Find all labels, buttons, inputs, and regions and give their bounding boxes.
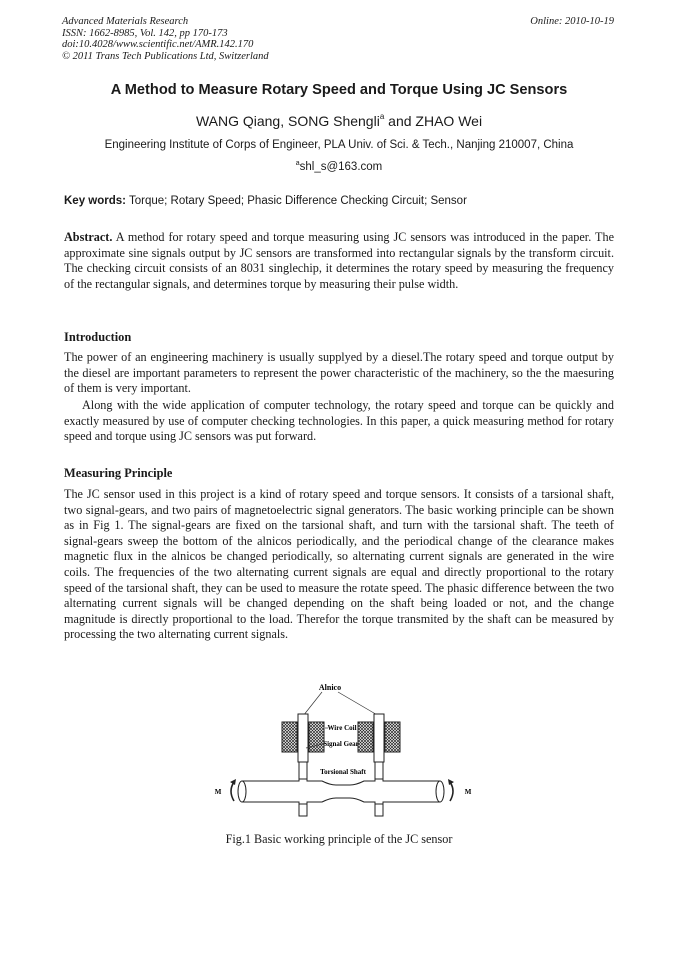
alnico-left xyxy=(298,714,308,762)
keywords-text: Torque; Rotary Speed; Phasic Difference Checking Circuit; Sensor xyxy=(126,195,467,207)
keywords-label: Key words: xyxy=(64,195,126,207)
email-address: shl_s@163.com xyxy=(299,161,383,173)
wire-coil-left-inner xyxy=(309,722,324,752)
journal-name: Advanced Materials Research xyxy=(62,16,189,27)
paper-title: A Method to Measure Rotary Speed and Torque Using JC Sensors xyxy=(110,82,568,98)
measuring-principle-heading: Measuring Principle xyxy=(64,466,173,480)
measuring-principle-paragraph: The JC sensor used in this project is a kind of rotary speed and torque sensors. It consists of a tarsional shaft, two signal-gears, and two pairs of magnetoelectric signal generators. The basic working principle can be shown as in Fig 1. The signal-gears are fixed on the tarsional shaft, and turn with the tarsional shaft. The teeth of signal-gears sweep the bottom of the alnicos periodically, and the periodical change of the clearance makes magnetic flux in the alnicos be changed periodically, so alternating current signals are generated in the wire coils. The frequencies of the two alternating current signals are equal and directly proportional to the rotary speed of the tarsional shaft, they can be used to measure the rotate speed. The phasic difference between the two alternating current signals will be changed depending on the shaft being loaded or not, and the change magnitude is directly proportional to the load. Therefor the torque transmited by the shaft can be measured by processing the two alternating current signals. xyxy=(64,487,614,642)
torsional-shaft xyxy=(242,779,440,804)
issn-line: ISSN: 1662-8985, Vol. 142, pp 170-173 xyxy=(62,27,228,39)
introduction-paragraph-1: The power of an engineering machinery is usually supplyed by a diesel.The rotary speed and torque output by the diesel are important parameters to represent the power characteristic of the machinery, so the the maesuring of them is very important. xyxy=(64,350,614,396)
wire-coil-left-outer xyxy=(282,722,297,752)
abstract-label: Abstract. xyxy=(64,230,113,244)
shaft-end-right xyxy=(436,781,444,802)
wire-coil-right-inner xyxy=(358,722,373,752)
introduction-paragraph-2: Along with the wide application of computer technology, the rotary speed and torque can be quickly and exactly measured by use of computer checking technologies. In this paper, a quick measuring method for rotary speed and torque using JC sensors was put forward. xyxy=(64,398,614,444)
label-torsional-shaft: Torsional Shaft xyxy=(320,768,366,776)
wire-coil-right-outer xyxy=(385,722,400,752)
label-wire-coil: Wire Coil xyxy=(327,724,357,732)
abstract xyxy=(64,230,614,292)
author-affil-mark: a xyxy=(379,112,385,121)
figure-caption: Fig.1 Basic working principle of the JC sensor xyxy=(225,832,453,846)
leader-alnico-right xyxy=(338,692,379,716)
torque-arrow-right xyxy=(450,782,453,801)
label-alnico: Alnico xyxy=(318,683,342,692)
doi-line: doi:10.4028/www.scientific.net/AMR.142.170 xyxy=(62,39,254,51)
label-signal-gear: Signal Gear xyxy=(323,740,359,748)
jc-sensor-diagram xyxy=(200,678,490,818)
torque-arrow-left xyxy=(231,782,234,801)
label-m-left: M xyxy=(214,788,222,796)
running-header xyxy=(62,16,269,62)
introduction-heading: Introduction xyxy=(64,330,132,344)
email-affil-mark: a xyxy=(295,160,300,167)
leader-alnico-left xyxy=(303,692,322,716)
affiliation: Engineering Institute of Corps of Engineer, PLA Univ. of Sci. & Tech., Nanjing 210007, China xyxy=(104,139,574,151)
copyright-line: © 2011 Trans Tech Publications Ltd, Switzerland xyxy=(62,50,269,62)
shaft-end-left xyxy=(238,781,246,802)
abstract-text: A method for rotary speed and torque measuring using JC sensors was introduced in the paper. The approximate sine signals output by JC sensors are transformed into rectangular signals by the transform circuit. The checking circuit consists of an 8031 singlechip, it determines the rotary speed by measuring the frequency of the rectangular signals, and determines torque by measuring their pulse width. xyxy=(64,230,614,291)
label-m-right: M xyxy=(464,788,472,796)
authors-first: WANG Qiang, SONG Shengli xyxy=(195,113,380,129)
authors-last: and ZHAO Wei xyxy=(384,113,483,129)
alnico-right xyxy=(374,714,384,762)
author-line xyxy=(40,112,638,129)
figure-jc-sensor xyxy=(200,678,490,818)
email-line xyxy=(40,160,638,173)
keywords xyxy=(64,195,616,207)
online-date: Online: 2010-10-19 xyxy=(530,16,614,27)
